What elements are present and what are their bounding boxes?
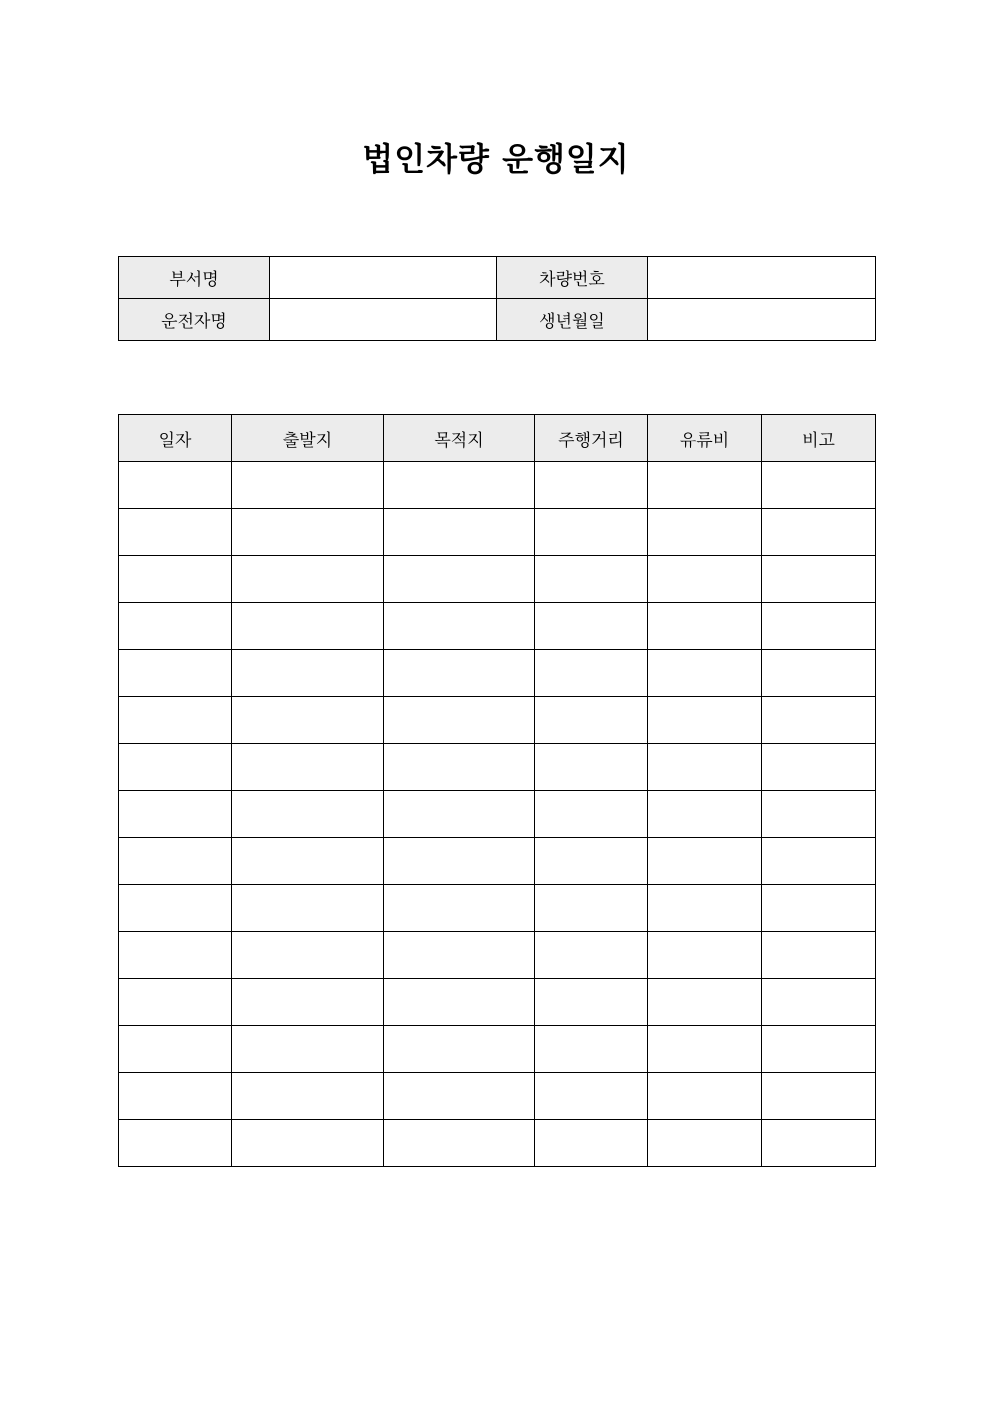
distance-cell[interactable]: [535, 744, 648, 791]
fuel-cost-cell[interactable]: [648, 509, 762, 556]
notes-cell[interactable]: [762, 744, 876, 791]
date-cell[interactable]: [119, 650, 232, 697]
departure-cell[interactable]: [232, 744, 384, 791]
notes-cell[interactable]: [762, 462, 876, 509]
birth-date-label: 생년월일: [497, 299, 648, 341]
vehicle-number-field[interactable]: [648, 257, 876, 299]
fuel-cost-cell[interactable]: [648, 1120, 762, 1167]
table-row: [119, 556, 876, 603]
notes-cell[interactable]: [762, 697, 876, 744]
distance-cell[interactable]: [535, 603, 648, 650]
fuel-cost-cell[interactable]: [648, 462, 762, 509]
notes-cell[interactable]: [762, 1073, 876, 1120]
departure-cell[interactable]: [232, 1026, 384, 1073]
table-row: [119, 1026, 876, 1073]
vehicle-number-label: 차량번호: [497, 257, 648, 299]
departure-cell[interactable]: [232, 556, 384, 603]
distance-cell[interactable]: [535, 1073, 648, 1120]
departure-cell[interactable]: [232, 885, 384, 932]
driver-name-label: 운전자명: [119, 299, 270, 341]
fuel-cost-cell[interactable]: [648, 791, 762, 838]
distance-cell[interactable]: [535, 556, 648, 603]
date-cell[interactable]: [119, 1120, 232, 1167]
destination-cell[interactable]: [384, 556, 535, 603]
date-cell[interactable]: [119, 462, 232, 509]
table-row: [119, 1120, 876, 1167]
table-row: [119, 744, 876, 791]
column-header-notes: 비고: [762, 415, 876, 462]
notes-cell[interactable]: [762, 1026, 876, 1073]
distance-cell[interactable]: [535, 932, 648, 979]
table-row: [119, 885, 876, 932]
destination-cell[interactable]: [384, 885, 535, 932]
column-header-distance: 주행거리: [535, 415, 648, 462]
destination-cell[interactable]: [384, 462, 535, 509]
departure-cell[interactable]: [232, 791, 384, 838]
date-cell[interactable]: [119, 979, 232, 1026]
notes-cell[interactable]: [762, 1120, 876, 1167]
table-row: [119, 979, 876, 1026]
table-row: [119, 1073, 876, 1120]
date-cell[interactable]: [119, 791, 232, 838]
departure-cell[interactable]: [232, 462, 384, 509]
fuel-cost-cell[interactable]: [648, 1073, 762, 1120]
fuel-cost-cell[interactable]: [648, 603, 762, 650]
fuel-cost-cell[interactable]: [648, 932, 762, 979]
distance-cell[interactable]: [535, 650, 648, 697]
distance-cell[interactable]: [535, 509, 648, 556]
fuel-cost-cell[interactable]: [648, 1026, 762, 1073]
distance-cell[interactable]: [535, 838, 648, 885]
date-cell[interactable]: [119, 932, 232, 979]
destination-cell[interactable]: [384, 838, 535, 885]
table-row: [119, 838, 876, 885]
departure-cell[interactable]: [232, 838, 384, 885]
distance-cell[interactable]: [535, 462, 648, 509]
destination-cell[interactable]: [384, 650, 535, 697]
notes-cell[interactable]: [762, 932, 876, 979]
date-cell[interactable]: [119, 1026, 232, 1073]
dept-label: 부서명: [119, 257, 270, 299]
table-row: [119, 697, 876, 744]
departure-cell[interactable]: [232, 697, 384, 744]
date-cell[interactable]: [119, 744, 232, 791]
table-row: [119, 791, 876, 838]
info-row: [119, 299, 876, 341]
document-title: 법인차량 운행일지: [362, 140, 630, 178]
fuel-cost-cell[interactable]: [648, 650, 762, 697]
departure-cell[interactable]: [232, 979, 384, 1026]
dept-field[interactable]: [270, 257, 497, 299]
destination-cell[interactable]: [384, 603, 535, 650]
departure-cell[interactable]: [232, 1073, 384, 1120]
destination-cell[interactable]: [384, 744, 535, 791]
notes-cell[interactable]: [762, 603, 876, 650]
fuel-cost-cell[interactable]: [648, 838, 762, 885]
destination-cell[interactable]: [384, 791, 535, 838]
distance-cell[interactable]: [535, 1026, 648, 1073]
table-row: [119, 462, 876, 509]
notes-cell[interactable]: [762, 838, 876, 885]
column-header-departure: 출발지: [232, 415, 384, 462]
departure-cell[interactable]: [232, 932, 384, 979]
date-cell[interactable]: [119, 838, 232, 885]
destination-cell[interactable]: [384, 1026, 535, 1073]
log-table: [118, 414, 876, 1167]
notes-cell[interactable]: [762, 509, 876, 556]
column-header-fuel-cost: 유류비: [648, 415, 762, 462]
log-body: [119, 462, 876, 1167]
distance-cell[interactable]: [535, 791, 648, 838]
table-row: [119, 932, 876, 979]
log-header-row: [119, 415, 876, 462]
distance-cell[interactable]: [535, 979, 648, 1026]
destination-cell[interactable]: [384, 509, 535, 556]
column-header-date: 일자: [119, 415, 232, 462]
notes-cell[interactable]: [762, 556, 876, 603]
date-cell[interactable]: [119, 1073, 232, 1120]
destination-cell[interactable]: [384, 1073, 535, 1120]
distance-cell[interactable]: [535, 697, 648, 744]
fuel-cost-cell[interactable]: [648, 979, 762, 1026]
birth-date-field[interactable]: [648, 299, 876, 341]
date-cell[interactable]: [119, 697, 232, 744]
destination-cell[interactable]: [384, 979, 535, 1026]
destination-cell[interactable]: [384, 1120, 535, 1167]
distance-cell[interactable]: [535, 885, 648, 932]
date-cell[interactable]: [119, 885, 232, 932]
distance-cell[interactable]: [535, 1120, 648, 1167]
table-row: [119, 509, 876, 556]
info-row: [119, 257, 876, 299]
table-row: [119, 603, 876, 650]
column-header-destination: 목적지: [384, 415, 535, 462]
date-cell[interactable]: [119, 509, 232, 556]
departure-cell[interactable]: [232, 509, 384, 556]
fuel-cost-cell[interactable]: [648, 697, 762, 744]
departure-cell[interactable]: [232, 650, 384, 697]
fuel-cost-cell[interactable]: [648, 744, 762, 791]
departure-cell[interactable]: [232, 1120, 384, 1167]
departure-cell[interactable]: [232, 603, 384, 650]
fuel-cost-cell[interactable]: [648, 885, 762, 932]
notes-cell[interactable]: [762, 979, 876, 1026]
fuel-cost-cell[interactable]: [648, 556, 762, 603]
date-cell[interactable]: [119, 556, 232, 603]
info-table: [118, 256, 876, 341]
table-row: [119, 650, 876, 697]
notes-cell[interactable]: [762, 650, 876, 697]
destination-cell[interactable]: [384, 697, 535, 744]
notes-cell[interactable]: [762, 791, 876, 838]
notes-cell[interactable]: [762, 885, 876, 932]
destination-cell[interactable]: [384, 932, 535, 979]
driver-name-field[interactable]: [270, 299, 497, 341]
date-cell[interactable]: [119, 603, 232, 650]
